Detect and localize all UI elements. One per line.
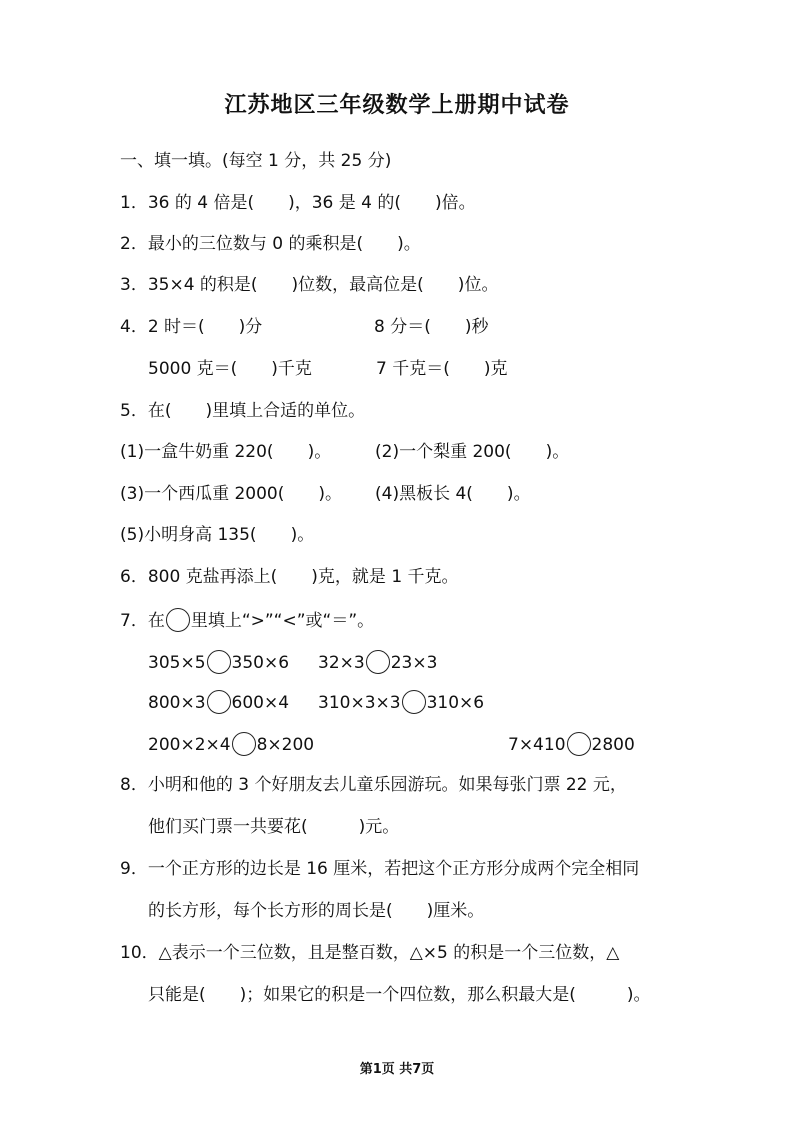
question-8-line-2: 他们买门票一共要花( )元。	[148, 817, 400, 837]
question-7	[120, 608, 374, 632]
question-7-prefix: 7．在	[120, 611, 165, 631]
question-8-line-1: 8．小明和他的 3 个好朋友去儿童乐园游玩。如果每张门票 22 元，	[120, 775, 627, 795]
compare-circle-icon	[207, 650, 231, 674]
question-5-item-2: (2)一个梨重 200( )。	[375, 442, 570, 462]
compare-circle-icon	[166, 608, 190, 632]
question-4-part-b: 8 分＝( )秒	[374, 317, 489, 337]
page-number: 第1页 共7页	[359, 1062, 435, 1077]
expr-right: 600×4	[231, 693, 290, 713]
compare-circle-icon	[366, 650, 390, 674]
question-1: 1．36 的 4 倍是( )，36 是 4 的( )倍。	[120, 193, 476, 213]
expr-right: 350×6	[231, 653, 290, 673]
question-5-item-5: (5)小明身高 135( )。	[120, 525, 315, 545]
question-10-line-2: 只能是( )；如果它的积是一个四位数，那么积最大是( )。	[148, 985, 651, 1005]
question-4-part-c: 5000 克＝( )千克	[148, 359, 312, 379]
question-5-item-1: (1)一盒牛奶重 220( )。	[120, 442, 332, 462]
question-9-line-2: 的长方形，每个长方形的周长是( )厘米。	[148, 901, 485, 921]
question-5-item-3: (3)一个西瓜重 2000( )。	[120, 484, 343, 504]
question-9-line-1: 9．一个正方形的边长是 16 厘米，若把这个正方形分成两个完全相同	[120, 859, 640, 879]
question-4-part-d: 7 千克＝( )克	[376, 359, 508, 379]
compare-item	[148, 690, 289, 714]
expr-left: 310×3×3	[318, 693, 401, 713]
compare-circle-icon	[567, 732, 591, 756]
expr-left: 7×410	[508, 735, 566, 755]
compare-item	[148, 650, 289, 674]
expr-right: 8×200	[256, 735, 315, 755]
question-3: 3．35×4 的积是( )位数，最高位是( )位。	[120, 275, 499, 295]
question-6: 6．800 克盐再添上( )克，就是 1 千克。	[120, 567, 459, 587]
question-5: 5．在( )里填上合适的单位。	[120, 401, 366, 421]
expr-right: 2800	[591, 735, 635, 755]
compare-item	[318, 650, 437, 674]
compare-circle-icon	[402, 690, 426, 714]
expr-left: 200×2×4	[148, 735, 231, 755]
compare-item	[148, 732, 314, 756]
question-5-item-4: (4)黑板长 4( )。	[375, 484, 531, 504]
compare-circle-icon	[232, 732, 256, 756]
compare-circle-icon	[207, 690, 231, 714]
compare-item	[318, 690, 484, 714]
expr-right: 23×3	[390, 653, 438, 673]
expr-right: 310×6	[426, 693, 485, 713]
question-2: 2．最小的三位数与 0 的乘积是( )。	[120, 234, 421, 254]
expr-left: 800×3	[148, 693, 206, 713]
question-4-part-a: 4．2 时＝( )分	[120, 317, 263, 337]
section-heading: 一、填一填。(每空 1 分，共 25 分)	[120, 151, 392, 171]
question-7-instruction: 里填上“>”“<”或“＝”。	[190, 611, 375, 631]
expr-left: 32×3	[318, 653, 365, 673]
expr-left: 305×5	[148, 653, 206, 673]
compare-item	[508, 732, 635, 756]
page-title: 江苏地区三年级数学上册期中试卷	[224, 92, 570, 118]
question-10-line-1: 10．△表示一个三位数，且是整百数，△×5 的积是一个三位数，△	[120, 943, 620, 963]
